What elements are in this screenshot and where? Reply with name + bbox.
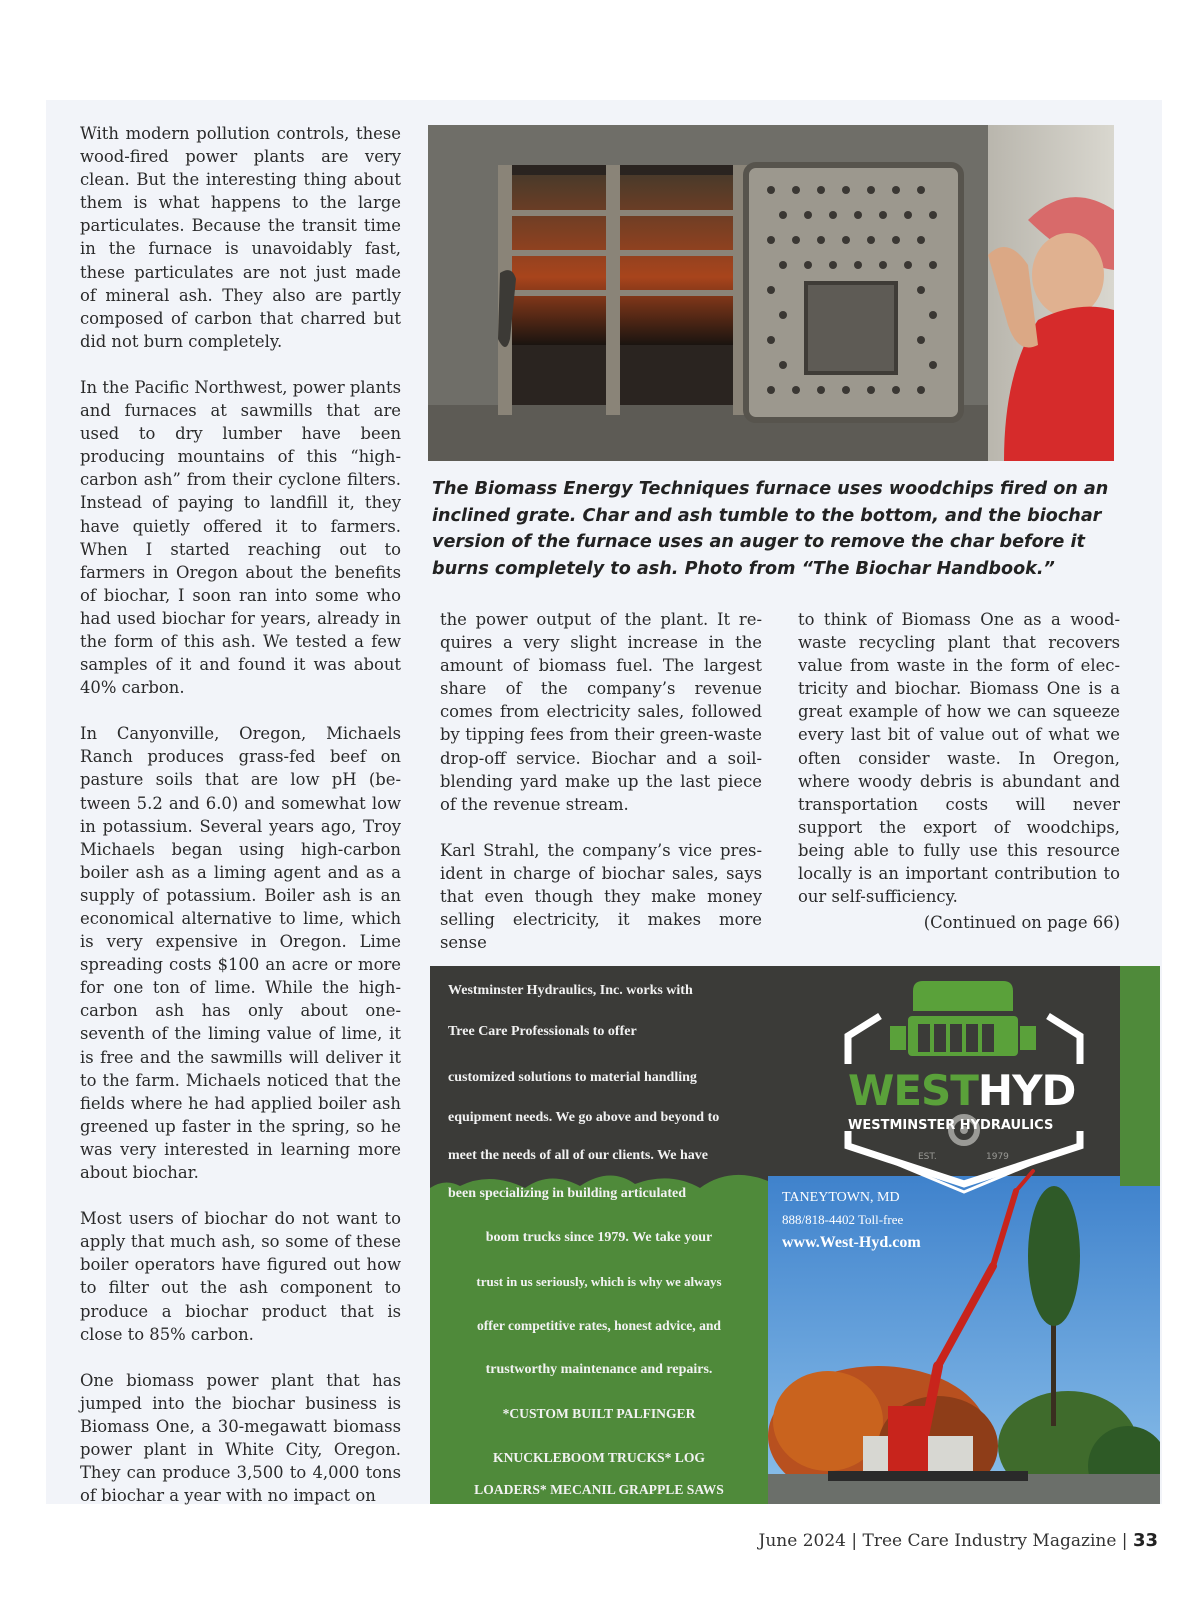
ad-website-link[interactable]: www.West-Hyd.com <box>782 1234 921 1251</box>
ad-line: been specializing in building articulated <box>448 1186 687 1201</box>
article-column-2 <box>440 608 762 977</box>
paragraph: to think of Biomass One as a wood-waste recycling plant that recovers value from waste in the form of electricity and biochar. Biomass One is a great example of how we can squeeze every last bit of value out of what we often consider waste. In Oregon, where woody debris is abundant and transportation costs will never support the export of woodchips, being able to fully use this resource locally is an important contribution to our self-sufficiency. <box>798 610 1120 907</box>
ad-line: equipment needs. We go above and beyond to <box>448 1110 720 1125</box>
ad-phone: 888/818-4402 Toll-free <box>782 1212 904 1227</box>
furnace-photo <box>428 125 1114 461</box>
ad-line: customized solutions to material handling <box>448 1070 697 1085</box>
photo-caption: The Biomass Energy Techniques furnace uses woodchips fired on an inclined grate. Char and ash tumble to the bottom, and the biochar version of the furnace uses an auger to remove the char before it burns completely to ash. Photo from “The Biochar Handbook.” <box>432 479 1109 579</box>
paragraph: With modern pollution controls, these wood-fired power plants are very clean. But the interesting thing about them is what happens to the large particulates. Because the transit time in the furnace is unavoidably fast, these particulates are not just made of mineral ash. They also are partly composed of carbon that charred but did not burn completely. <box>80 124 401 351</box>
continued-note: (Continued on page 66) <box>923 913 1120 932</box>
logo-hyd: HYD <box>977 1066 1076 1115</box>
ad-line: Tree Care Professionals to offer <box>448 1024 637 1039</box>
paragraph: Most users of biochar do not want to apply that much ash, so some of these boiler operators have figured out how to filter out the ash component to produce a biochar product that is close to 85% carbon. <box>80 1209 401 1344</box>
logo-subtitle: WESTMINSTER HYDRAULICS <box>848 1118 1054 1133</box>
logo-wordmark <box>848 1066 1075 1115</box>
ad-line: KNUCKLEBOOM TRUCKS* LOG <box>493 1450 705 1465</box>
paragraph: One biomass power plant that has jumped into the biochar business is Biomass One, a 30-megawatt biomass power plant in White City, Oregon. They can produce 3,500 to 4,000 tons of biochar a year with no impact on <box>80 1370 401 1506</box>
article-column-3 <box>798 608 1120 931</box>
ad-line: offer competitive rates, honest advice, and <box>476 1318 721 1333</box>
ad-line: Westminster Hydraulics, Inc. works with <box>448 983 693 998</box>
ad-line: *CUSTOM BUILT PALFINGER <box>502 1406 696 1421</box>
ad-city: TANEYTOWN, MD <box>782 1190 900 1205</box>
article-column-1 <box>80 122 401 1530</box>
page-number: 33 <box>1132 1530 1158 1551</box>
ad-text-panel <box>430 966 768 1504</box>
logo-est: EST. <box>918 1152 937 1162</box>
westhyd-advertisement[interactable] <box>430 966 1160 1504</box>
ad-logo-panel <box>768 966 1160 1504</box>
paragraph: the power output of the plant. It requires a very slight increase in the amount of biomass fuel. The largest share of the company’s revenue comes from electricity sales, followed by tipping fees from their green-waste drop-off service. Biochar and a soil-blending yard make up the last piece of the revenue stream. <box>440 610 762 814</box>
paragraph: Karl Strahl, the company’s vice president in charge of biochar sales, says that even though they make money selling electricity, it makes more sense <box>440 840 762 953</box>
footer-text: June 2024 | Tree Care Industry Magazine | <box>758 1531 1128 1551</box>
ad-line: boom trucks since 1979. We take your <box>485 1230 713 1245</box>
logo-west: WEST <box>848 1066 978 1115</box>
ad-line: trustworthy maintenance and repairs. <box>485 1362 713 1377</box>
ad-line: meet the needs of all of our clients. We have <box>448 1148 709 1163</box>
logo-year: 1979 <box>986 1152 1009 1162</box>
page-footer <box>759 1530 1158 1551</box>
ad-line: LOADERS* MECANIL GRAPPLE SAWS <box>474 1482 724 1497</box>
paragraph: In Canyonville, Oregon, Michaels Ranch produces grass-fed beef on pasture soils that are low pH (between 5.2 and 6.0) and somewhat low in potassium. Several years ago, Troy Michaels began using high-carbon boiler ash as a liming agent and as a supply of potassium. Boiler ash is an economical alternative to lime, which is very expensive in Oregon. Lime spreading costs $100 an acre or more for one ton of lime. While the high-carbon ash has only about one-seventh of the liming value of lime, it is free and the sawmills will deliver it to the farm. Michaels noticed that the fields where he had applied boiler ash greened up faster in the spring, so he was very interested in learning more about biochar. <box>80 724 401 1183</box>
ad-line: trust in us seriously, which is why we always <box>476 1274 722 1289</box>
paragraph: In the Pacific Northwest, power plants and furnaces at sawmills that are used to dry lumber have been producing mountains of this “high-carbon ash” from their cyclone filters. Instead of paying to landfill it, they have quietly offered it to farmers. When I started reaching out to farmers in Oregon about the benefits of biochar, I soon ran into some who had used biochar for years, already in the form of this ash. We tested a few samples of it and found it was about 40% carbon. <box>80 377 401 698</box>
